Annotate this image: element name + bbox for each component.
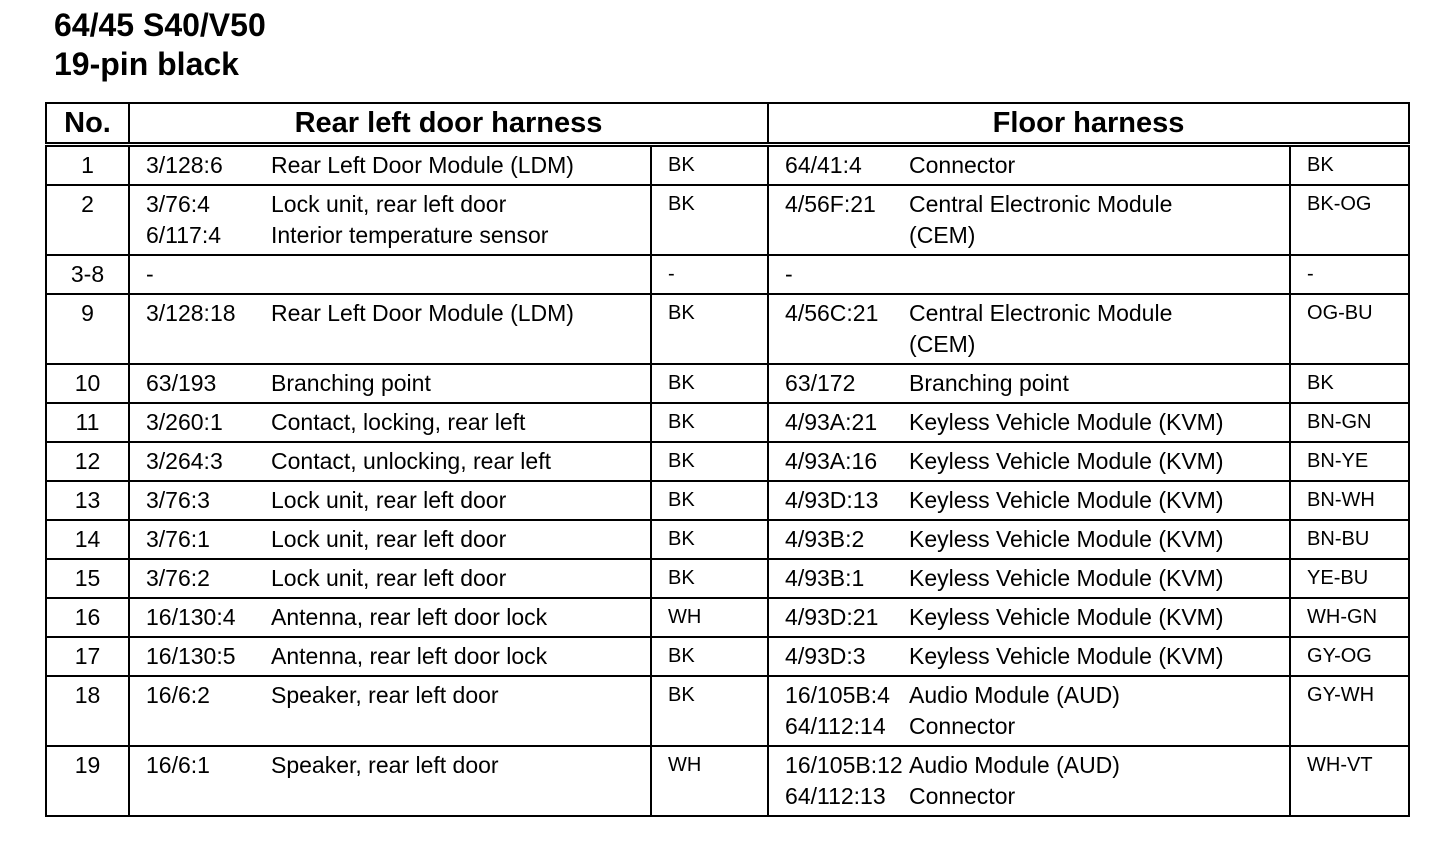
rear-description-line: Lock unit, rear left door — [271, 487, 507, 513]
floor-wire-color: WH-GN — [1290, 598, 1409, 637]
table-row — [46, 520, 1409, 559]
table-row — [46, 746, 1409, 816]
rear-wire-color: BK — [651, 294, 768, 364]
rear-reference-line: 3/76:2 — [146, 565, 210, 591]
rear-description — [271, 185, 651, 255]
floor-description-line: Audio Module (AUD) — [909, 752, 1120, 778]
rear-reference-line: 3/260:1 — [146, 409, 223, 435]
floor-reference — [768, 442, 909, 481]
floor-reference — [768, 403, 909, 442]
floor-reference — [768, 676, 909, 746]
floor-reference — [768, 145, 909, 186]
rear-description — [271, 364, 651, 403]
floor-reference-line: 4/93A:16 — [785, 448, 878, 474]
floor-reference — [768, 598, 909, 637]
rear-reference — [129, 145, 271, 186]
floor-wire-color: WH-VT — [1290, 746, 1409, 816]
floor-description-line: Connector — [909, 783, 1016, 809]
rear-reference — [129, 520, 271, 559]
rear-reference-line: 3/76:3 — [146, 487, 210, 513]
pinout-table — [45, 102, 1410, 817]
rear-reference — [129, 185, 271, 255]
floor-description — [909, 442, 1290, 481]
table-row — [46, 442, 1409, 481]
rear-description-line: Speaker, rear left door — [271, 752, 499, 778]
pin-number: 18 — [46, 676, 129, 746]
rear-reference — [129, 255, 271, 294]
floor-description-line: (CEM) — [909, 222, 976, 248]
floor-description — [909, 481, 1290, 520]
table-row — [46, 294, 1409, 364]
rear-reference — [129, 598, 271, 637]
floor-wire-color: BK — [1290, 364, 1409, 403]
floor-description — [909, 255, 1290, 294]
rear-description — [271, 637, 651, 676]
floor-reference-line: 64/41:4 — [785, 152, 862, 178]
pin-number: 2 — [46, 185, 129, 255]
title-connector-line: 64/45 S40/V50 — [54, 7, 266, 43]
floor-reference — [768, 520, 909, 559]
rear-description — [271, 403, 651, 442]
floor-description-line: Connector — [909, 713, 1016, 739]
pin-number: 16 — [46, 598, 129, 637]
table-row — [46, 559, 1409, 598]
floor-reference — [768, 185, 909, 255]
floor-reference-line: 4/93D:13 — [785, 487, 879, 513]
floor-wire-color: - — [1290, 255, 1409, 294]
floor-reference-line: 4/93B:1 — [785, 565, 865, 591]
rear-wire-color: BK — [651, 637, 768, 676]
floor-reference — [768, 559, 909, 598]
rear-wire-color: BK — [651, 364, 768, 403]
table-row — [46, 676, 1409, 746]
floor-description — [909, 637, 1290, 676]
rear-description — [271, 676, 651, 746]
rear-reference — [129, 403, 271, 442]
rear-wire-color: BK — [651, 403, 768, 442]
floor-reference-line: 64/112:14 — [785, 713, 886, 739]
floor-description-line: Central Electronic Module — [909, 191, 1173, 217]
rear-wire-color: - — [651, 255, 768, 294]
rear-reference-line: 16/6:2 — [146, 682, 210, 708]
floor-description — [909, 364, 1290, 403]
floor-reference-line: 64/112:13 — [785, 783, 886, 809]
floor-wire-color: OG-BU — [1290, 294, 1409, 364]
rear-description-line: Speaker, rear left door — [271, 682, 499, 708]
table-header-row — [46, 103, 1409, 145]
rear-reference — [129, 481, 271, 520]
rear-wire-color: WH — [651, 746, 768, 816]
floor-wire-color: BN-BU — [1290, 520, 1409, 559]
rear-reference — [129, 442, 271, 481]
floor-reference — [768, 364, 909, 403]
rear-description — [271, 520, 651, 559]
pin-number: 10 — [46, 364, 129, 403]
rear-description-line: Contact, locking, rear left — [271, 409, 526, 435]
pin-number: 9 — [46, 294, 129, 364]
rear-reference — [129, 637, 271, 676]
pin-number: 12 — [46, 442, 129, 481]
rear-reference-line: 3/76:1 — [146, 526, 210, 552]
rear-reference-line: 3/76:4 — [146, 191, 210, 217]
rear-description-line: Rear Left Door Module (LDM) — [271, 300, 574, 326]
rear-description-line: Contact, unlocking, rear left — [271, 448, 551, 474]
floor-reference — [768, 637, 909, 676]
floor-reference-line: 4/56F:21 — [785, 191, 876, 217]
rear-description — [271, 145, 651, 186]
table-body — [46, 145, 1409, 817]
floor-reference-line: - — [785, 261, 793, 287]
rear-description — [271, 481, 651, 520]
pin-number: 11 — [46, 403, 129, 442]
rear-description — [271, 559, 651, 598]
floor-wire-color: YE-BU — [1290, 559, 1409, 598]
floor-reference-line: 4/93D:3 — [785, 643, 866, 669]
floor-description-line: Keyless Vehicle Module (KVM) — [909, 643, 1224, 669]
rear-description-line: Antenna, rear left door lock — [271, 643, 548, 669]
floor-description — [909, 676, 1290, 746]
floor-description-line: Keyless Vehicle Module (KVM) — [909, 448, 1224, 474]
rear-description-line: Lock unit, rear left door — [271, 565, 507, 591]
table-row — [46, 145, 1409, 186]
rear-description-line: Branching point — [271, 370, 431, 396]
rear-description-line: Interior temperature sensor — [271, 222, 549, 248]
rear-reference-line: 16/130:5 — [146, 643, 236, 669]
floor-description-line: Connector — [909, 152, 1016, 178]
floor-description-line: Audio Module (AUD) — [909, 682, 1120, 708]
floor-wire-color: BK — [1290, 145, 1409, 186]
floor-reference-line: 4/56C:21 — [785, 300, 879, 326]
floor-reference-line: 4/93A:21 — [785, 409, 878, 435]
rear-description — [271, 255, 651, 294]
header-no: No. — [46, 103, 129, 145]
floor-description — [909, 520, 1290, 559]
floor-description-line: (CEM) — [909, 331, 976, 357]
floor-description — [909, 403, 1290, 442]
rear-description — [271, 294, 651, 364]
floor-description — [909, 746, 1290, 816]
rear-wire-color: BK — [651, 676, 768, 746]
rear-description-line: Lock unit, rear left door — [271, 191, 507, 217]
floor-wire-color: BN-GN — [1290, 403, 1409, 442]
rear-description — [271, 598, 651, 637]
pin-number: 1 — [46, 145, 129, 186]
floor-reference-line: 63/172 — [785, 370, 856, 396]
floor-description-line: Keyless Vehicle Module (KVM) — [909, 409, 1224, 435]
table-row — [46, 403, 1409, 442]
rear-reference-line: 16/6:1 — [146, 752, 210, 778]
pin-number: 17 — [46, 637, 129, 676]
floor-reference-line: 16/105B:4 — [785, 682, 890, 708]
floor-reference-line: 16/105B:12 — [785, 752, 903, 778]
rear-reference — [129, 676, 271, 746]
rear-reference — [129, 746, 271, 816]
floor-description-line: Keyless Vehicle Module (KVM) — [909, 565, 1224, 591]
pin-number: 19 — [46, 746, 129, 816]
rear-reference — [129, 559, 271, 598]
rear-wire-color: BK — [651, 442, 768, 481]
table-row — [46, 598, 1409, 637]
floor-reference-line: 4/93B:2 — [785, 526, 865, 552]
pin-number: 14 — [46, 520, 129, 559]
floor-wire-color: BK-OG — [1290, 185, 1409, 255]
table-row — [46, 364, 1409, 403]
floor-description-line: Keyless Vehicle Module (KVM) — [909, 526, 1224, 552]
rear-reference-line: 3/128:6 — [146, 152, 223, 178]
floor-description — [909, 294, 1290, 364]
floor-description-line: Keyless Vehicle Module (KVM) — [909, 604, 1224, 630]
floor-description — [909, 598, 1290, 637]
floor-description-line: Central Electronic Module — [909, 300, 1173, 326]
floor-wire-color: BN-WH — [1290, 481, 1409, 520]
floor-reference — [768, 255, 909, 294]
page-title — [54, 6, 266, 84]
rear-wire-color: BK — [651, 559, 768, 598]
floor-description-line: Keyless Vehicle Module (KVM) — [909, 487, 1224, 513]
pin-number: 15 — [46, 559, 129, 598]
rear-reference-line: 6/117:4 — [146, 222, 222, 248]
rear-reference-line: 3/264:3 — [146, 448, 223, 474]
rear-description — [271, 442, 651, 481]
rear-reference-line: 16/130:4 — [146, 604, 236, 630]
table-row — [46, 185, 1409, 255]
floor-wire-color: BN-YE — [1290, 442, 1409, 481]
floor-description — [909, 145, 1290, 186]
floor-description-line: Branching point — [909, 370, 1069, 396]
rear-description-line: Rear Left Door Module (LDM) — [271, 152, 574, 178]
table-row — [46, 255, 1409, 294]
rear-description-line: Lock unit, rear left door — [271, 526, 507, 552]
table-row — [46, 637, 1409, 676]
rear-reference — [129, 364, 271, 403]
rear-wire-color: BK — [651, 520, 768, 559]
rear-reference-line: 63/193 — [146, 370, 217, 396]
rear-wire-color: WH — [651, 598, 768, 637]
rear-wire-color: BK — [651, 145, 768, 186]
floor-reference — [768, 481, 909, 520]
floor-wire-color: GY-WH — [1290, 676, 1409, 746]
pin-number: 13 — [46, 481, 129, 520]
floor-reference-line: 4/93D:21 — [785, 604, 879, 630]
floor-reference — [768, 746, 909, 816]
floor-description — [909, 559, 1290, 598]
floor-description — [909, 185, 1290, 255]
floor-reference — [768, 294, 909, 364]
floor-wire-color: GY-OG — [1290, 637, 1409, 676]
header-floor-harness: Floor harness — [768, 103, 1409, 145]
header-rear-harness: Rear left door harness — [129, 103, 768, 145]
rear-description-line: Antenna, rear left door lock — [271, 604, 548, 630]
rear-reference-line: - — [146, 261, 154, 287]
rear-description — [271, 746, 651, 816]
rear-reference — [129, 294, 271, 364]
rear-wire-color: BK — [651, 481, 768, 520]
title-pin-line: 19-pin black — [54, 46, 239, 82]
rear-wire-color: BK — [651, 185, 768, 255]
rear-reference-line: 3/128:18 — [146, 300, 236, 326]
table-row — [46, 481, 1409, 520]
pin-number: 3-8 — [46, 255, 129, 294]
